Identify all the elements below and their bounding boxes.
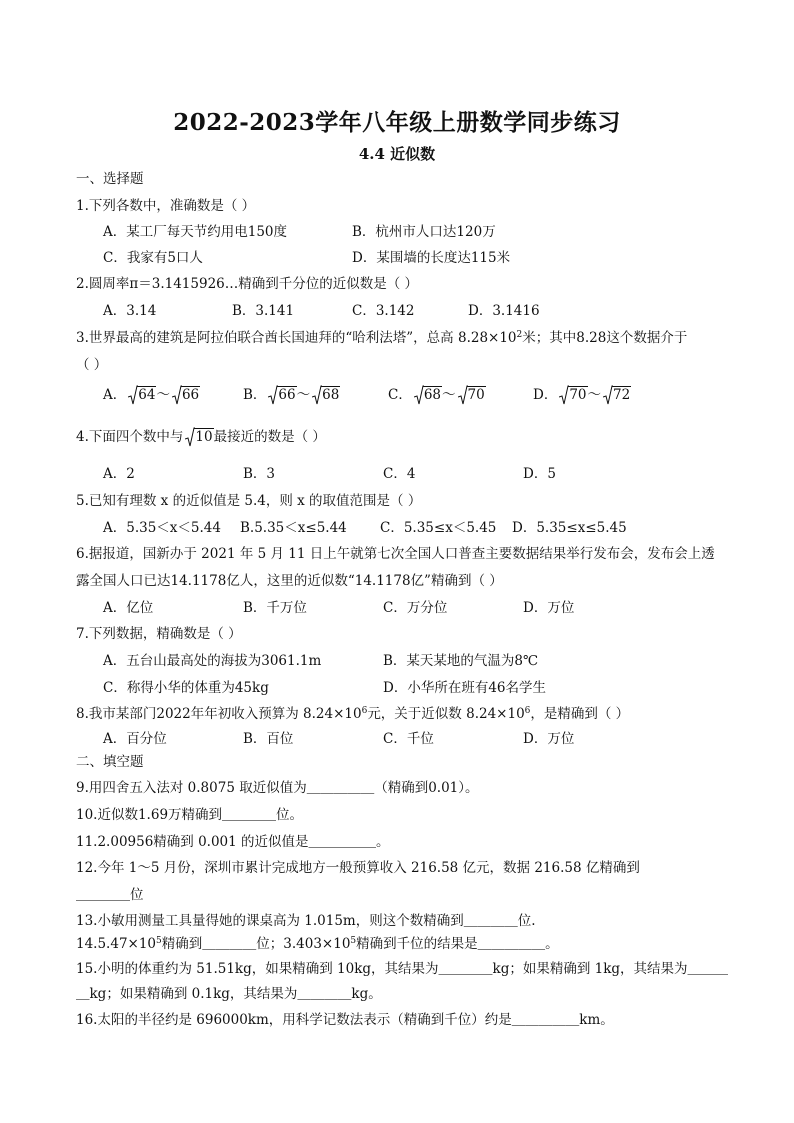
question-1-option-c: C．我家有5口人 [103, 250, 203, 266]
radicand: 66 [181, 387, 200, 403]
question-3-option-a [103, 386, 200, 404]
question-3-stem-line-2: （ ） [76, 357, 108, 373]
question-4-option-c: C．4 [383, 466, 416, 482]
sqrt-symbol [185, 428, 213, 446]
radicand: 68 [322, 387, 340, 403]
question-8-option-c: C．千位 [383, 731, 434, 747]
question-4-option-b: B．3 [243, 466, 276, 482]
question-16: 16.太阳的半径约是 696000km，用科学记数法表示（精确到千位）约是＿＿＿＿＿km。 [76, 1012, 614, 1028]
section-heading-choice: 一、选择题 [76, 171, 144, 187]
radicand: 70 [467, 387, 485, 403]
question-7-option-a: A．五台山最高处的海拔为3061.1m [103, 653, 322, 669]
question-1-stem: 1.下列各数中，准确数是（ ） [76, 198, 256, 214]
question-2-option-b: B．3.141 [232, 303, 295, 319]
question-6-option-c: C．万分位 [383, 600, 448, 616]
question-11: 11.2.00956精确到 0.001 的近似值是＿＿＿＿＿。 [76, 834, 390, 850]
question-14-part: 精确到千位的结果是＿＿＿＿＿。 [356, 936, 559, 952]
question-4-stem-part: 4.下面四个数中与 [76, 429, 184, 445]
tilde: ～ [296, 387, 311, 403]
question-2-option-d: D．3.1416 [468, 303, 540, 319]
question-1-option-b: B．杭州市人口达120万 [352, 224, 496, 240]
question-14-part: 精确到＿＿＿＿位；3.403×10 [161, 936, 351, 952]
question-8-stem-part: 8.我市某部门2022年年初收入预算为 8.24×10 [76, 706, 362, 722]
question-3-stem-line-1 [76, 329, 687, 347]
question-4-option-a: A．2 [103, 466, 135, 482]
question-6-option-d: D．万位 [523, 600, 575, 616]
option-letter: A． [103, 387, 127, 403]
question-14-exponent: 5 [350, 936, 357, 946]
sqrt-symbol [172, 386, 200, 404]
question-8-stem [76, 705, 629, 723]
question-3-stem-part: 3.世界最高的建筑是阿拉伯联合酋长国迪拜的“哈利法塔”，总高 8.28×10 [76, 330, 517, 346]
tilde: ～ [442, 387, 456, 403]
tilde: ～ [587, 387, 602, 403]
question-5-option-d: D．5.35≤x≤5.45 [512, 520, 627, 536]
question-3-option-b [243, 386, 340, 404]
question-1-option-a: A．某工厂每天节约用电150度 [103, 224, 288, 240]
question-7-option-c: C．称得小华的体重为45kg [103, 680, 269, 696]
question-8-option-d: D．万位 [523, 731, 575, 747]
sqrt-symbol [414, 386, 442, 404]
sqrt-symbol [559, 386, 587, 404]
question-4-option-d: D．5 [523, 466, 556, 482]
option-letter: D． [533, 387, 558, 403]
question-13: 13.小敏用测量工具量得她的课桌高为 1.015m，则这个数精确到＿＿＿＿位. [76, 913, 536, 929]
question-8-option-b: B．百位 [243, 731, 294, 747]
question-5-stem: 5.已知有理数 x 的近似值是 5.4，则 x 的取值范围是（ ） [76, 493, 422, 509]
question-3-stem-part: 米；其中8.28这个数据介于 [522, 330, 688, 346]
radicand: 66 [278, 387, 296, 403]
page-subtitle: 4.4 近似数 [358, 145, 436, 163]
radicand: 68 [423, 387, 442, 403]
question-6-option-a: A．亿位 [103, 600, 154, 616]
question-3-exponent: 2 [516, 330, 523, 340]
question-10: 10.近似数1.69万精确到＿＿＿＿位。 [76, 807, 304, 823]
question-4-stem [76, 428, 326, 446]
question-8-stem-part: ，是精确到（ ） [530, 706, 630, 722]
radicand: 72 [613, 387, 631, 403]
question-14-part: 14.5.47×10 [76, 936, 157, 952]
question-8-exponent: 6 [361, 706, 368, 716]
question-14-exponent: 5 [156, 936, 162, 946]
question-2-option-c: C．3.142 [352, 303, 415, 319]
radicand: 70 [569, 387, 587, 403]
question-6-stem-line-1: 6.据报道，国新办于 2021 年 5 月 11 日上午就第七次全国人口普查主要数据结果举行发布会，发布会上透 [76, 546, 715, 562]
question-7-option-d: D．小华所在班有46名学生 [383, 680, 547, 696]
radicand: 64 [138, 387, 156, 403]
sqrt-symbol [458, 386, 486, 404]
sqrt-symbol [603, 386, 631, 404]
question-8-exponent: 6 [524, 706, 531, 716]
sqrt-symbol [312, 386, 340, 404]
question-15-line-1: 15.小明的体重约为 51.51kg，如果精确到 10kg，其结果为＿＿＿＿kg；如果精确到 1kg，其结果为＿＿＿ [76, 961, 729, 977]
sqrt-symbol [268, 386, 296, 404]
question-2-stem: 2.圆周率π＝3.1415926…精确到千分位的近似数是（ ） [76, 276, 419, 292]
question-14 [76, 935, 559, 953]
tilde: ～ [156, 387, 170, 403]
question-5-option-b: B.5.35＜x≤5.44 [240, 520, 347, 536]
question-3-option-c [388, 386, 486, 404]
question-1-option-d: D．某围墙的长度达115米 [352, 250, 511, 266]
section-heading-fill-in: 二、填空题 [76, 754, 144, 770]
question-12-line-1: 12.今年 1～5 月份，深圳市累计完成地方一般预算收入 216.58 亿元，数据 216.58 亿精确到 [76, 860, 640, 876]
radicand: 10 [195, 429, 213, 445]
question-7-stem: 7.下列数据，精确数是（ ） [76, 626, 242, 642]
question-12-line-2: ＿＿＿＿位 [76, 887, 144, 903]
question-9: 9.用四舍五入法对 0.8075 取近似值为＿＿＿＿＿（精确到0.01）。 [76, 780, 479, 796]
question-6-stem-line-2: 露全国人口已达14.1178亿人，这里的近似数“14.1178亿”精确到（ ） [76, 573, 503, 589]
option-letter: B． [243, 387, 267, 403]
question-7-option-b: B．某天某地的气温为8℃ [383, 653, 539, 669]
question-5-option-a: A．5.35＜x＜5.44 [103, 520, 221, 536]
question-4-stem-part: 最接近的数是（ ） [213, 429, 326, 445]
question-8-stem-part: 元，关于近似数 8.24×10 [367, 706, 525, 722]
question-15-line-2: ＿kg；如果精确到 0.1kg，其结果为＿＿＿＿kg。 [76, 986, 382, 1002]
question-3-option-d [533, 386, 631, 404]
option-letter: C． [388, 387, 412, 403]
sqrt-symbol [128, 386, 156, 404]
question-2-option-a: A．3.14 [103, 303, 157, 319]
page-title: 2022-2023学年八年级上册数学同步练习 [173, 109, 621, 136]
question-8-option-a: A．百分位 [103, 731, 167, 747]
question-6-option-b: B．千万位 [243, 600, 307, 616]
question-5-option-c: C．5.35≤x＜5.45 [380, 520, 497, 536]
